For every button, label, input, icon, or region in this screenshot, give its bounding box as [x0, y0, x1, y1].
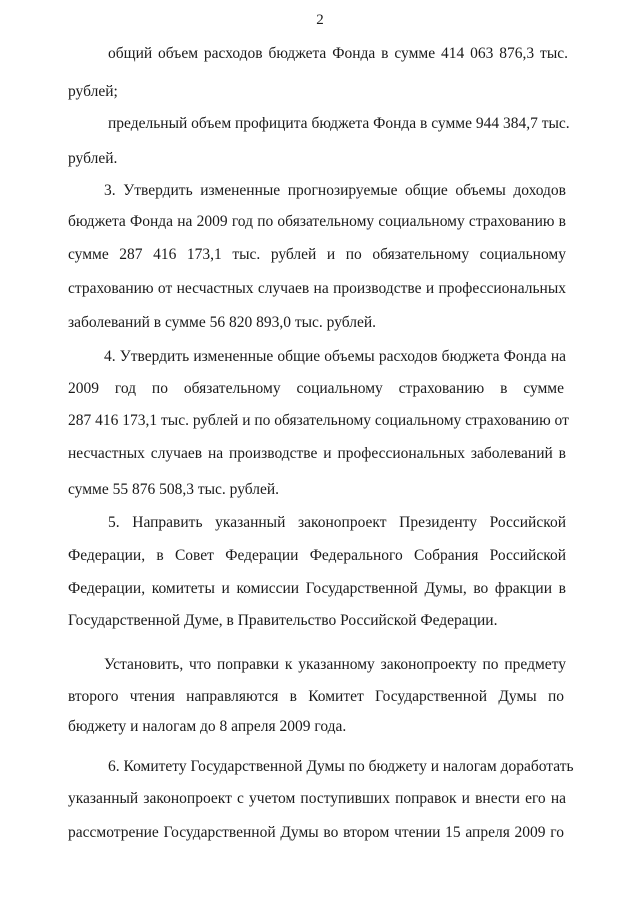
doc-line: Государственной Думе, в Правительство Российской Федерации. — [68, 612, 498, 629]
doc-line: рассмотрение Государственной Думы во втором чтении 15 апреля 2009 го — [68, 824, 564, 841]
doc-line: 6. Комитету Государственной Думы по бюджету и налогам доработать — [108, 758, 574, 775]
doc-line: заболеваний в сумме 56 820 893,0 тыс. рублей. — [68, 314, 377, 331]
doc-line: сумме 287 416 173,1 тыс. рублей и по обязательному социальному — [68, 246, 566, 263]
doc-line: рублей. — [68, 150, 118, 167]
doc-line: второго чтения направляются в Комитет Государственной Думы по — [68, 688, 564, 705]
doc-line: бюджету и налогам до 8 апреля 2009 года. — [68, 718, 347, 735]
doc-line: Установить, что поправки к указанному законопроекту по предмету — [104, 656, 566, 673]
doc-line: Федерации, комитеты и комиссии Государственной Думы, во фракции в — [68, 580, 566, 597]
doc-line: 4. Утвердить измененные общие объемы расходов бюджета Фонда на — [104, 348, 566, 365]
page-number: 2 — [316, 12, 324, 28]
doc-line: бюджета Фонда на 2009 год по обязательному социальному страхованию в — [68, 213, 566, 230]
doc-line: страхованию от несчастных случаев на производстве и профессиональных — [68, 280, 566, 297]
doc-line: указанный законопроект с учетом поступивших поправок и внести его на — [68, 790, 566, 807]
doc-line: 2009 год по обязательному социальному страхованию в сумме — [68, 380, 564, 397]
doc-line: сумме 55 876 508,3 тыс. рублей. — [68, 481, 280, 498]
doc-line: несчастных случаев на производстве и профессиональных заболеваний в — [68, 445, 566, 462]
doc-line: 3. Утвердить измененные прогнозируемые общие объемы доходов — [104, 182, 566, 199]
doc-line: рублей; — [68, 83, 118, 100]
doc-line: предельный объем профицита бюджета Фонда в сумме 944 384,7 тыс. — [108, 115, 570, 132]
doc-line: Федерации, в Совет Федерации Федерального Собрания Российской — [68, 547, 566, 564]
doc-line: общий объем расходов бюджета Фонда в сумме 414 063 876,3 тыс. — [108, 45, 568, 62]
doc-line: 5. Направить указанный законопроект Президенту Российской — [108, 514, 566, 531]
doc-line: 287 416 173,1 тыс. рублей и по обязательному социальному страхованию от — [68, 412, 569, 429]
